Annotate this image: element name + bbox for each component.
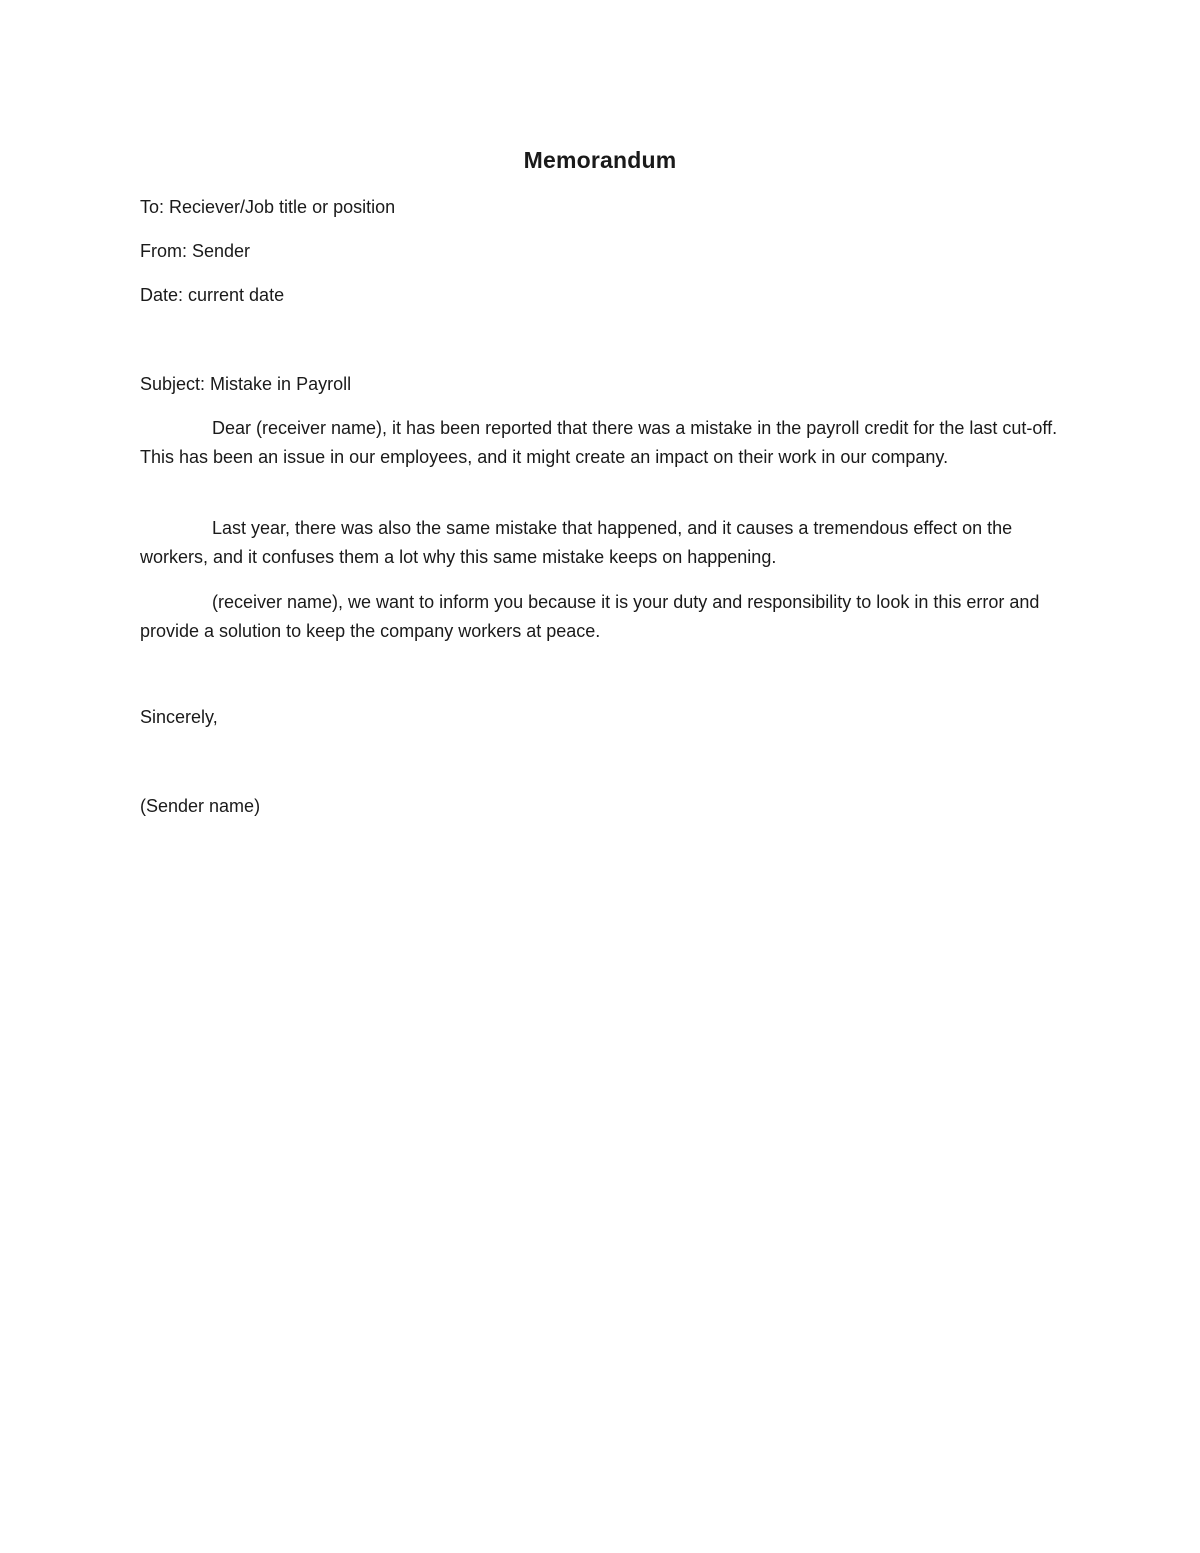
- signature: (Sender name): [140, 796, 261, 816]
- body-paragraph-2: Last year, there was also the same mistake that happened, and it causes a tremendous effect on the workers, and it confuses them a lot why this same mistake keeps on happening.: [140, 518, 1013, 567]
- body-paragraph-3: (receiver name), we want to inform you because it is your duty and responsibility to look in this error and provide a solution to keep the company workers at peace.: [140, 592, 1040, 641]
- subject-line: Subject: Mistake in Payroll: [140, 374, 352, 394]
- to-line: To: Reciever/Job title or position: [140, 197, 396, 217]
- closing: Sincerely,: [140, 707, 218, 727]
- date-line: Date: current date: [140, 285, 285, 305]
- from-line: From: Sender: [140, 241, 251, 261]
- body-paragraph-1: Dear (receiver name), it has been reported that there was a mistake in the payroll credit for the last cut-off. This has been an issue in our employees, and it might create an impact on their work in our company.: [140, 418, 1058, 467]
- memo-title: Memorandum: [523, 147, 677, 173]
